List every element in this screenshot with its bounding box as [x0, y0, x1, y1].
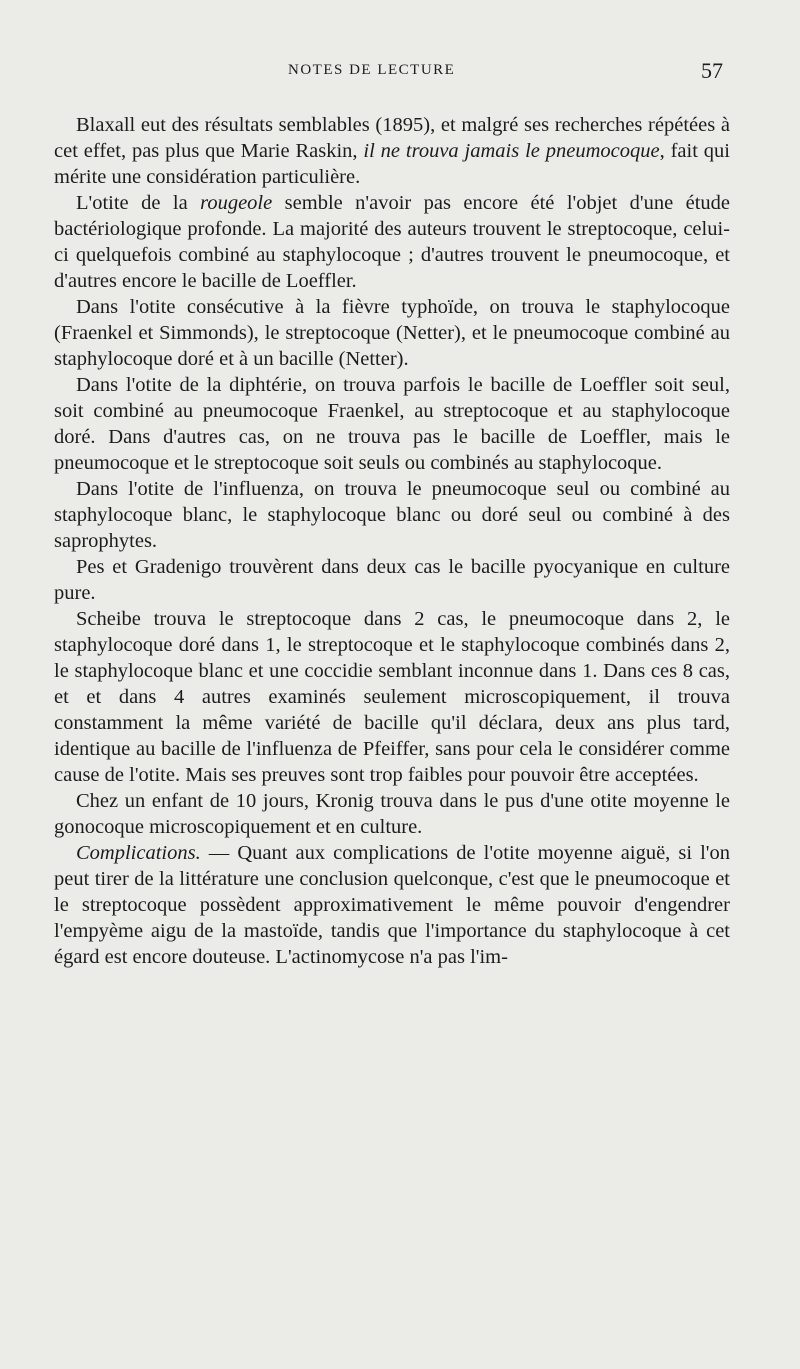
paragraph-typhoide — [54, 294, 730, 372]
paragraph-text: Pes et Gradenigo trouvèrent dans deux cas le bacille pyocyanique en culture pure. — [54, 556, 730, 604]
paragraph-text: L'otite de la — [76, 192, 201, 214]
paragraph-text: , fait qui mérite une considération particulière. — [54, 140, 730, 188]
paragraph-pes-gradenigo — [54, 554, 730, 606]
running-title: NOTES DE LECTURE — [288, 62, 456, 78]
running-head — [0, 58, 800, 86]
paragraph-text: Chez un enfant de 10 jours, Kronig trouva dans le pus d'une otite moyenne le gonocoque microscopiquement et en culture. — [54, 790, 730, 838]
paragraph-text: Dans l'otite de la diphtérie, on trouva parfois le bacille de Loeffler soit seul, soit combiné au pneumocoque Fraenkel, au streptocoque et au staphylocoque doré. Dans d'autres cas, on ne trouva pas le bacille de Loeffler, mais le pneumocoque et le streptocoque soit seuls ou combinés au staphylocoque. — [54, 374, 730, 474]
paragraph-text: semble n'avoir pas encore été l'objet d'une étude bactériologique profonde. La majorité des auteurs trouvent le streptocoque, celui-ci quelquefois combiné au staphylocoque ; d'autres trouvent le pneumocoque, et d'autres encore le bacille de Loeffler. — [54, 192, 731, 292]
paragraph-text: — Quant aux complications de l'otite moyenne aiguë, si l'on peut tirer de la littérature une conclusion quelconque, c'est que le pneumocoque et le streptocoque possèdent approximativement le même pouvoir d'engendrer l'empyème aigu de la mastoïde, tandis que l'importance du staphylocoque à cet égard est encore douteuse. L'actinomycose n'a pas l'im- — [54, 842, 730, 968]
page-number: 57 — [701, 58, 723, 83]
paragraph-scheibe — [54, 606, 730, 788]
paragraph-rougeole — [54, 190, 730, 294]
paragraph-text: Dans l'otite de l'influenza, on trouva le pneumocoque seul ou combiné au staphylocoque blanc, le staphylocoque blanc ou doré seul ou combiné à des saprophytes. — [54, 478, 730, 552]
paragraph-diphterie — [54, 372, 730, 476]
section-heading-italic: Complications. — [76, 842, 201, 864]
italic-phrase: il ne trouva jamais le pneumocoque — [363, 140, 660, 162]
paragraph-text: Blaxall eut des résultats semblables (1895), et malgré ses recherches répétées à cet effet, pas plus que Marie Raskin, — [54, 114, 730, 162]
italic-term: rougeole — [200, 192, 273, 214]
paragraph-influenza — [54, 476, 730, 554]
paragraph-kronig — [54, 788, 730, 840]
paragraph-text: Dans l'otite consécutive à la fièvre typhoïde, on trouva le staphylocoque (Fraenkel et Simmonds), le streptocoque (Netter), et le pneumocoque combiné au staphylocoque doré et à un bacille (Netter). — [54, 296, 730, 370]
paragraph-text: Scheibe trouva le streptocoque dans 2 cas, le pneumocoque dans 2, le staphylocoque doré dans 1, le streptocoque et le staphylocoque combinés dans 2, le staphylocoque blanc et une coccidie semblant inconnue dans 1. Dans ces 8 cas, et et dans 4 autres examinés seulement microscopiquement, il trouva constamment la même variété de bacille qu'il déclara, deux ans plus tard, identique au bacille de l'influenza de Pfeiffer, sans pour cela le considérer comme cause de l'otite. Mais ses preuves sont trop faibles pour pouvoir être acceptées. — [54, 608, 730, 786]
paragraph-complications — [54, 840, 730, 970]
paragraph-blaxall — [54, 112, 730, 190]
body-text — [54, 112, 730, 970]
